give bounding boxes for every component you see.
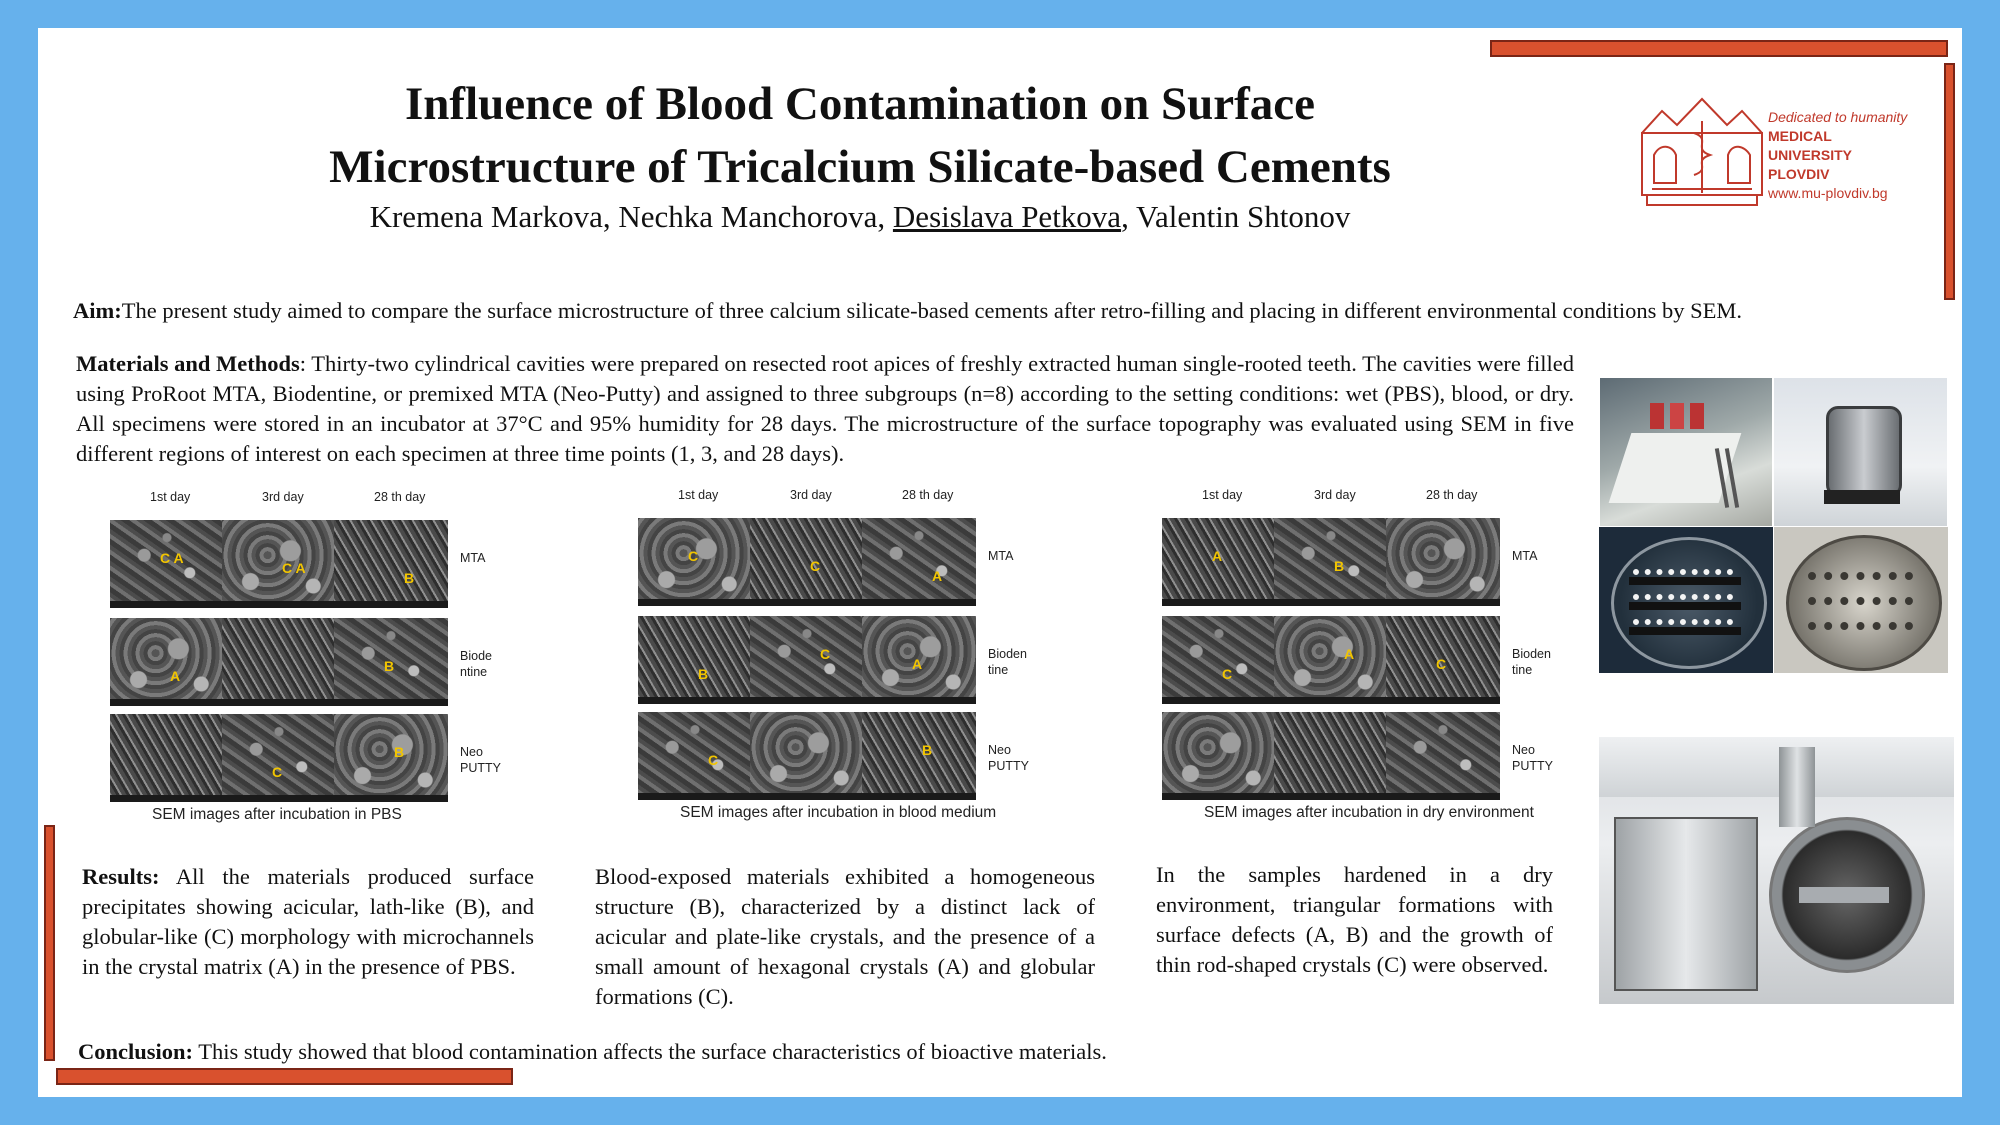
sem-scale-bar — [110, 699, 224, 706]
poster-title-line1: Influence of Blood Contamination on Surface — [404, 78, 1316, 130]
logo-line1: MEDICAL — [1768, 128, 1832, 144]
photo-sem-microscope — [1599, 737, 1954, 1004]
sem-image — [1162, 518, 1276, 606]
presenting-author: Desislava Petkova — [892, 199, 1122, 234]
conclusion-text: This study showed that blood contamination affects the surface characteristics of bioactive materials. — [193, 1039, 1107, 1064]
results-pbs-text — [82, 862, 534, 982]
logo-line3: PLOVDIV — [1768, 166, 1830, 182]
sem-scale-bar — [110, 795, 224, 802]
sem-annotation-label: B — [922, 742, 933, 758]
sem-scale-bar — [1162, 793, 1276, 800]
sem-image — [1274, 616, 1388, 704]
methods-paragraph — [76, 349, 1574, 469]
results-label: Results: — [82, 864, 160, 889]
logo-url: www.mu-plovdiv.bg — [1768, 185, 1888, 201]
sem-annotation-label: B — [404, 570, 415, 586]
sem-scale-bar — [750, 793, 864, 800]
sem-row-label: MTA — [1512, 549, 1538, 563]
sem-annotation-label: C — [272, 764, 283, 780]
decorative-bar-bottom-left — [56, 1068, 513, 1085]
sem-annotation-label: C — [708, 752, 719, 768]
sem-image — [110, 520, 224, 608]
sem-scale-bar — [1386, 599, 1500, 606]
sem-column-header: 1st day — [1202, 488, 1243, 502]
sem-panel-pbs — [104, 490, 564, 830]
sem-image — [222, 714, 336, 802]
sem-scale-bar — [110, 601, 224, 608]
sem-image — [638, 616, 752, 704]
sem-image — [862, 518, 976, 606]
sem-image — [750, 518, 864, 606]
sem-scale-bar — [1386, 793, 1500, 800]
sem-image — [110, 618, 224, 706]
sem-column-header: 28 th day — [902, 488, 954, 502]
sem-annotation-label: B — [384, 658, 395, 674]
sem-image — [334, 520, 448, 608]
sem-scale-bar — [1274, 599, 1388, 606]
logo-line2: UNIVERSITY — [1768, 147, 1853, 163]
sem-image — [1274, 518, 1388, 606]
methods-text: : Thirty-two cylindrical cavities were prepared on resected root apices of freshly extracted human single-rooted teeth. The cavities were filled using ProRoot MTA, Biodentine, or premixed MTA (Neo-Putty) and assigned to three subgroups (n=8) according to the setting conditions: wet (PBS), blood, or dry. All specimens were stored in an incubator at 37°C and 95% humidity for 28 days. The microstructure of the surface topography was evaluated using SEM in five different regions of interest on each specimen at three time points (1, 3, and 28 days). — [76, 351, 1574, 466]
sem-scale-bar — [638, 793, 752, 800]
authors — [210, 199, 1510, 235]
sem-image — [334, 618, 448, 706]
sem-scale-bar — [1274, 793, 1388, 800]
sem-panel-blood — [632, 488, 1092, 828]
sem-scale-bar — [1386, 697, 1500, 704]
aim-text: The present study aimed to compare the surface microstructure of three calcium silicate-based cements after retro-filling and placing in different environmental conditions by SEM. — [121, 298, 1743, 323]
sem-annotation-label: B — [1334, 558, 1345, 574]
sem-annotation-label: C — [688, 548, 699, 564]
sem-image — [638, 518, 752, 606]
results-blood-text: Blood-exposed materials exhibited a homogeneous structure (B), characterized by a distinct lack of acicular and plate-like crystals, and the presence of a small amount of hexagonal crystals (A) and globular formations (C). — [595, 864, 1095, 1009]
sem-annotation-label: A — [912, 656, 923, 672]
sem-image — [1386, 518, 1500, 606]
sem-annotation-label: A — [1344, 646, 1355, 662]
sem-image — [750, 712, 864, 800]
sem-scale-bar — [222, 795, 336, 802]
sem-row-label: Bioden tine — [1512, 647, 1551, 677]
sem-image — [862, 616, 976, 704]
sem-image — [862, 712, 976, 800]
sem-row-label: Biode ntine — [460, 649, 492, 679]
decorative-bar-right-vertical — [1944, 63, 1955, 300]
sem-row-label: Bioden tine — [988, 647, 1027, 677]
sem-scale-bar — [334, 601, 448, 608]
sem-annotation-label: A — [932, 568, 943, 584]
sem-annotation-label: C A — [160, 550, 184, 566]
sem-scale-bar — [750, 697, 864, 704]
sem-image — [750, 616, 864, 704]
sem-column-header: 3rd day — [790, 488, 832, 502]
sem-image — [110, 714, 224, 802]
sem-scale-bar — [334, 699, 448, 706]
author-list-1: Kremena Markova, Nechka Manchorova, — [369, 199, 893, 234]
conclusion-paragraph — [78, 1037, 1578, 1067]
sem-column-header: 1st day — [150, 490, 191, 504]
sem-annotation-label: B — [698, 666, 709, 682]
conclusion-label: Conclusion: — [78, 1039, 194, 1064]
author-list-2: , Valentin Shtonov — [1121, 199, 1351, 234]
sem-image — [1274, 712, 1388, 800]
sem-row-label: Neo PUTTY — [988, 743, 1029, 773]
sem-annotation-label: C — [1222, 666, 1233, 682]
sem-image — [1386, 616, 1500, 704]
photo-samples-dish-2 — [1774, 527, 1948, 673]
sem-column-header: 1st day — [678, 488, 719, 502]
results-pbs-body: All the materials produced surface precipitates showing acicular, lath-like (B), and globular-like (C) morphology with microchannels in the crystal matrix (A) in the presence of PBS. — [82, 864, 534, 979]
sem-scale-bar — [638, 599, 752, 606]
sem-annotation-label: A — [170, 668, 181, 684]
sem-scale-bar — [862, 697, 976, 704]
sem-image — [334, 714, 448, 802]
sem-annotation-label: C — [1436, 656, 1447, 672]
sem-panel-caption: SEM images after incubation in PBS — [152, 806, 402, 823]
sem-scale-bar — [638, 697, 752, 704]
logo-tagline: Dedicated to humanity — [1768, 109, 1908, 125]
photo-specimens-tray — [1600, 378, 1772, 526]
sem-image — [1386, 712, 1500, 800]
sem-scale-bar — [222, 601, 336, 608]
sem-image — [222, 618, 336, 706]
sem-image — [638, 712, 752, 800]
sem-row-label: MTA — [460, 551, 486, 565]
decorative-bar-top-right — [1490, 40, 1948, 57]
sem-scale-bar — [862, 793, 976, 800]
aim-paragraph — [73, 296, 1953, 326]
university-logo-emblem — [1632, 93, 1772, 213]
sem-column-header: 3rd day — [262, 490, 304, 504]
sem-annotation-label: C A — [282, 560, 306, 576]
sem-annotation-label: B — [394, 744, 405, 760]
sem-panel-caption: SEM images after incubation in dry environment — [1204, 804, 1534, 821]
sem-annotation-label: C — [820, 646, 831, 662]
sem-scale-bar — [862, 599, 976, 606]
sem-scale-bar — [222, 699, 336, 706]
sem-row-label: MTA — [988, 549, 1014, 563]
aim-label: Aim: — [73, 298, 122, 323]
methods-label: Materials and Methods — [76, 351, 300, 376]
results-dry-text: In the samples hardened in a dry environment, triangular formations with surface defects (A, B) and the growth of thin rod-shaped crystals (C) were observed. — [1156, 862, 1553, 977]
sem-column-header: 28 th day — [1426, 488, 1478, 502]
sem-column-header: 3rd day — [1314, 488, 1356, 502]
poster-title-line2: Microstructure of Tricalcium Silicate-based Cements — [329, 141, 1391, 193]
sem-panel-caption: SEM images after incubation in blood medium — [680, 804, 997, 821]
sem-scale-bar — [334, 795, 448, 802]
sem-scale-bar — [1162, 599, 1276, 606]
sem-scale-bar — [750, 599, 864, 606]
sem-annotation-label: A — [1212, 548, 1223, 564]
sem-scale-bar — [1162, 697, 1276, 704]
sem-image — [1162, 712, 1276, 800]
sem-row-label: Neo PUTTY — [1512, 743, 1553, 773]
sem-annotation-label: C — [810, 558, 821, 574]
sem-scale-bar — [1274, 697, 1388, 704]
sem-row-label: Neo PUTTY — [460, 745, 501, 775]
sem-column-header: 28 th day — [374, 490, 426, 504]
sem-image — [1162, 616, 1276, 704]
photo-incubator-container — [1774, 378, 1947, 526]
sem-image — [222, 520, 336, 608]
decorative-bar-left-vertical — [44, 825, 55, 1061]
sem-panel-dry — [1156, 488, 1616, 828]
photo-samples-dish-1 — [1599, 527, 1773, 673]
university-logo-text — [1768, 108, 1907, 203]
